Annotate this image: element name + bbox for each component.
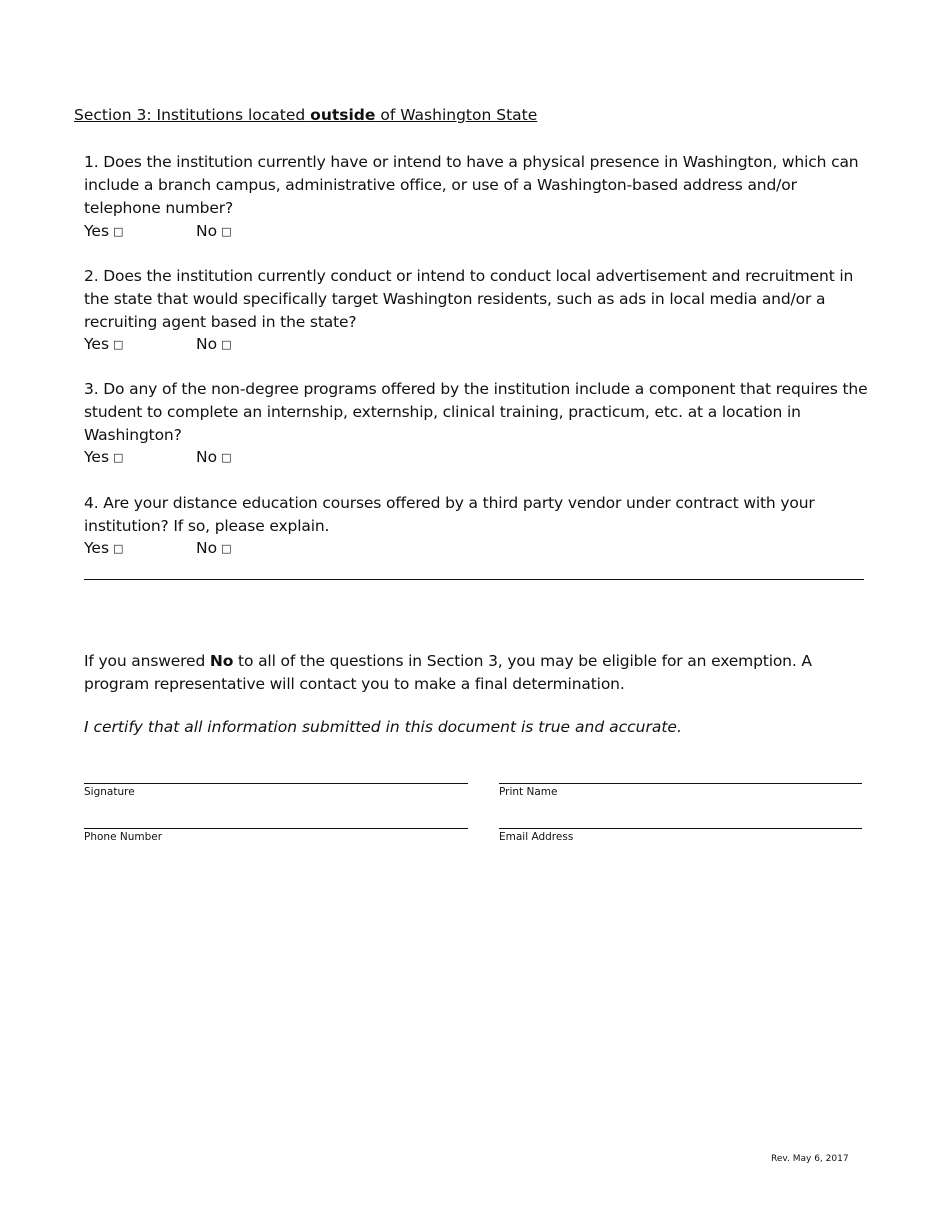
email-address-line[interactable] [499,828,862,829]
note-suffix: to all of the questions in Section 3, you may be eligible for an exemption. A program representative will contact you to make a final determination. [84,652,812,693]
question-1-answers [84,220,231,244]
checkbox-icon[interactable]: □ [221,225,232,238]
phone-number-line[interactable] [84,828,468,829]
no-label: No [196,448,218,466]
signature-line[interactable] [84,783,468,784]
email-address-label: Email Address [499,831,574,843]
question-2-text: 2. Does the institution currently conduct or intend to conduct local advertisement and recruitment in the state that would specifically target Washington residents, such as ads in local media and/or a recruiting agent based in the state? [84,267,854,331]
section-title [74,106,537,124]
certification-statement: I certify that all information submitted in this document is true and accurate. [84,718,682,736]
phone-number-label: Phone Number [84,831,163,843]
section-title-suffix: of Washington State [375,106,538,124]
checkbox-icon[interactable]: □ [113,451,124,464]
revision-date: Rev. May 6, 2017 [771,1154,849,1164]
explanation-line[interactable] [84,579,864,580]
question-4-yes-option[interactable] [84,537,196,561]
question-1-text: 1. Does the institution currently have or intend to have a physical presence in Washington, which can include a branch campus, administrative office, or use of a Washington-based address and/or telephone number? [84,153,859,217]
question-3-yes-option[interactable] [84,446,196,470]
checkbox-icon[interactable]: □ [113,542,124,555]
question-4-text: 4. Are your distance education courses offered by a third party vendor under contract with your institution? If so, please explain. [84,494,815,535]
signature-label: Signature [84,786,135,798]
question-3-no-option[interactable] [196,446,231,470]
checkbox-icon[interactable]: □ [221,451,232,464]
checkbox-icon[interactable]: □ [113,225,124,238]
note-prefix: If you answered [84,652,210,670]
no-label: No [196,222,218,240]
yes-label: Yes [84,335,110,353]
yes-label: Yes [84,222,110,240]
section-title-prefix: Section 3: Institutions located [74,106,311,124]
question-4-no-option[interactable] [196,537,231,561]
print-name-line[interactable] [499,783,862,784]
yes-label: Yes [84,539,110,557]
print-name-label: Print Name [499,786,558,798]
exemption-note [84,650,874,696]
question-3-text: 3. Do any of the non-degree programs offered by the institution include a component that requires the student to complete an internship, externship, clinical training, practicum, etc. at a location in Washington? [84,380,868,444]
question-3-answers [84,446,231,470]
question-1-yes-option[interactable] [84,220,196,244]
question-1-no-option[interactable] [196,220,231,244]
checkbox-icon[interactable]: □ [113,338,124,351]
checkbox-icon[interactable]: □ [221,542,232,555]
question-2-answers [84,333,231,357]
question-2-yes-option[interactable] [84,333,196,357]
checkbox-icon[interactable]: □ [221,338,232,351]
no-label: No [196,539,218,557]
section-title-bold: outside [310,106,376,124]
question-4-answers [84,537,231,561]
note-bold: No [209,652,234,670]
yes-label: Yes [84,448,110,466]
no-label: No [196,335,218,353]
question-2-no-option[interactable] [196,333,231,357]
